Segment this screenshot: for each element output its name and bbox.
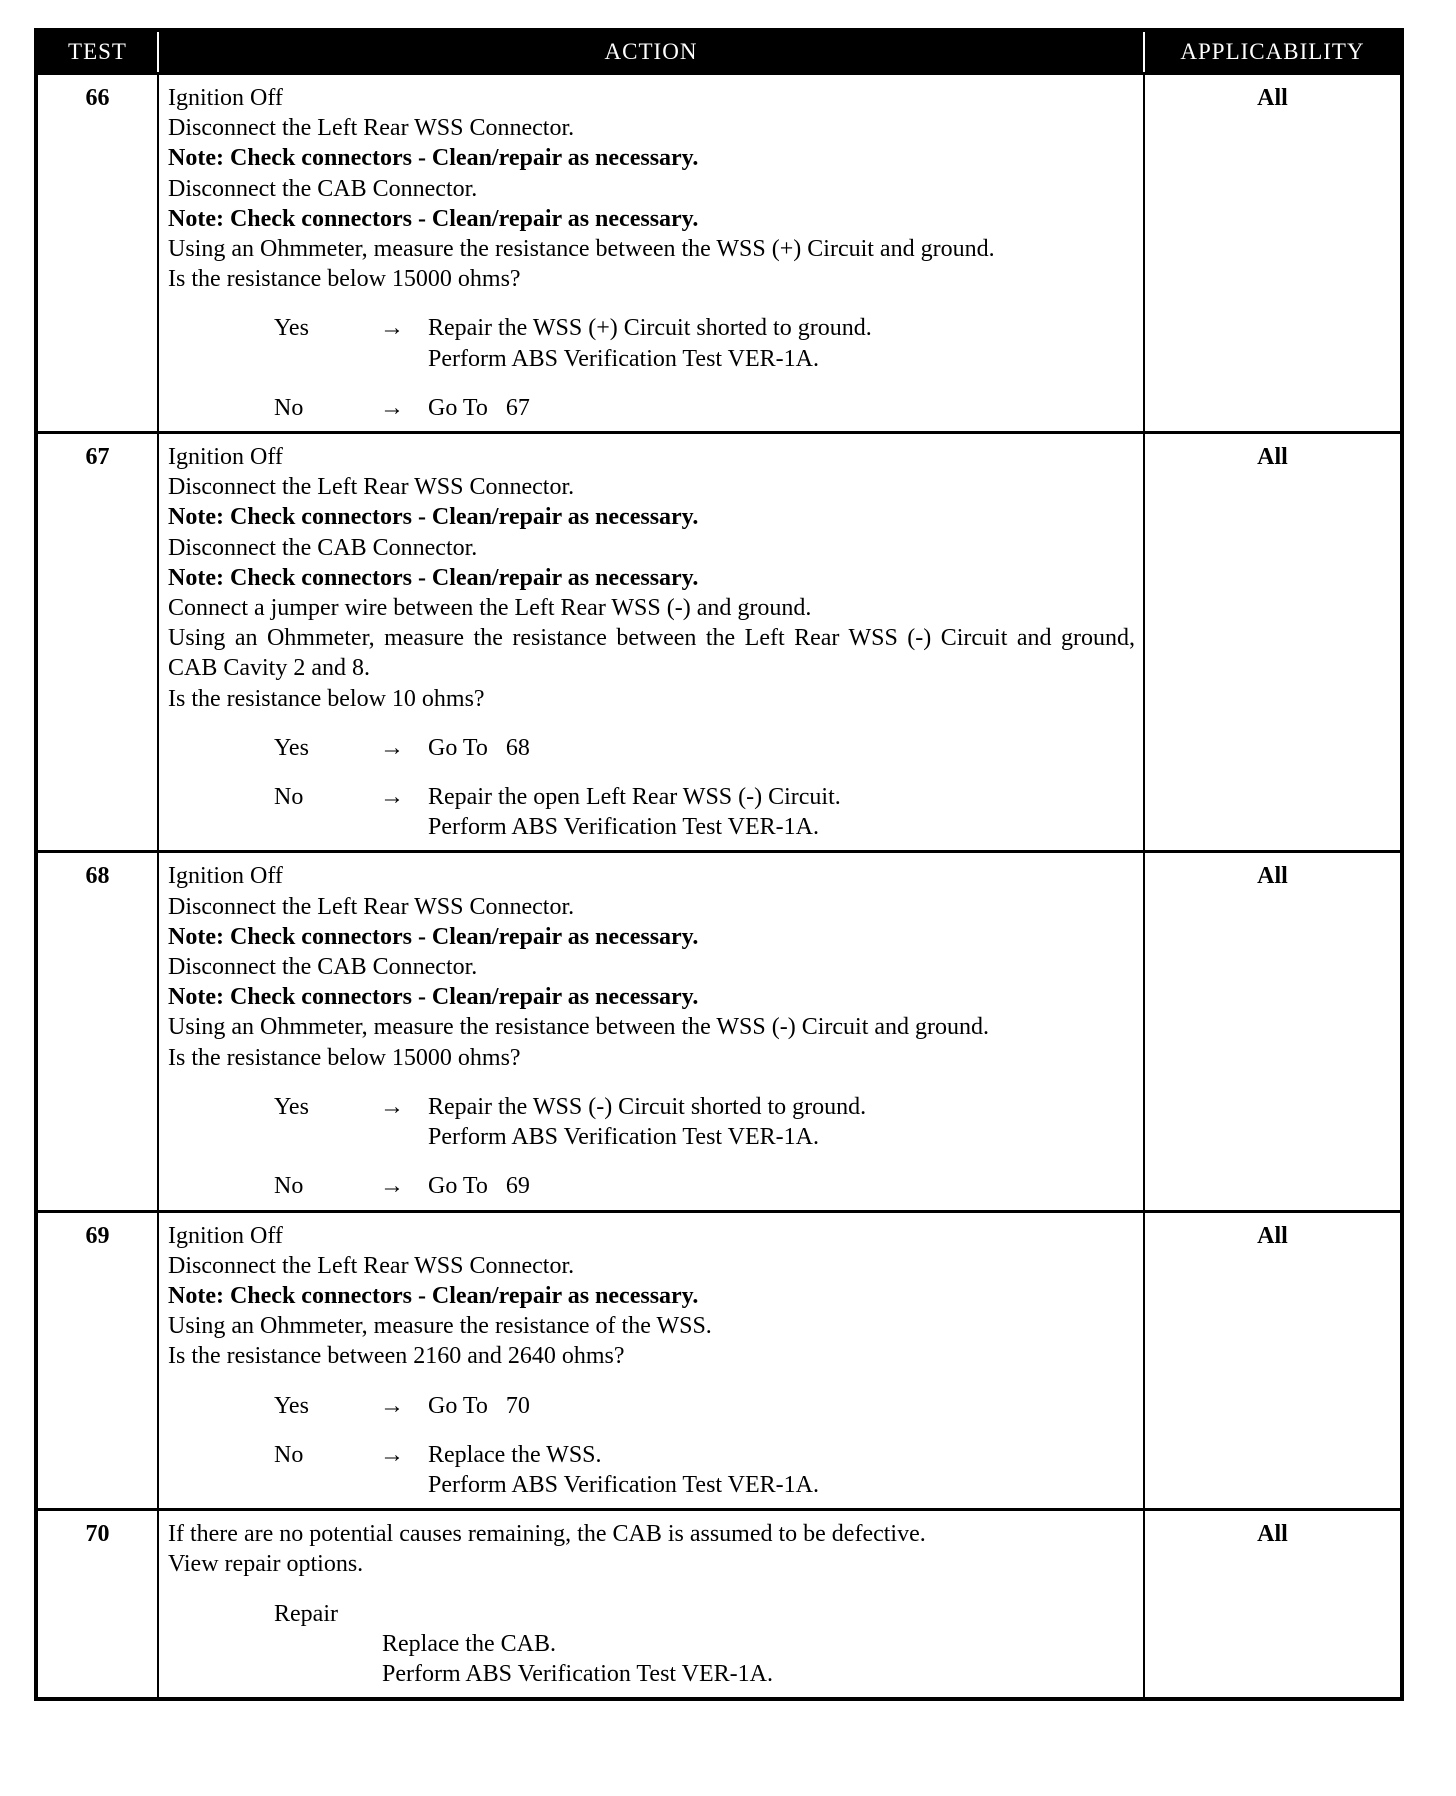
outcome-result <box>428 1440 1135 1500</box>
outcome-result <box>428 1171 1135 1201</box>
outcome-no <box>168 782 1135 842</box>
instruction-line: Disconnect the Left Rear WSS Connector. <box>168 893 575 920</box>
table-row <box>36 1510 1402 1700</box>
action-cell <box>158 433 1144 852</box>
test-number: 67 <box>36 433 158 852</box>
instruction-line: Ignition Off <box>168 1222 283 1249</box>
table-row <box>36 74 1402 433</box>
applicability-value: All <box>1144 433 1402 852</box>
action-cell <box>158 74 1144 433</box>
note-line: Note: Check connectors - Clean/repair as necessary. <box>168 145 699 172</box>
applicability-value: All <box>1144 1211 1402 1510</box>
outcome-result-line: Perform ABS Verification Test VER-1A. <box>428 1471 819 1498</box>
arrow-right-icon: → <box>380 394 404 421</box>
instruction-line: Disconnect the CAB Connector. <box>168 534 478 561</box>
table-row <box>36 433 1402 852</box>
instruction-line: Disconnect the CAB Connector. <box>168 175 478 202</box>
action-column-header: ACTION <box>158 30 1144 74</box>
outcome-answer: Yes <box>274 1392 309 1419</box>
outcome-answer: No <box>274 1441 304 1468</box>
test-number: 69 <box>36 1211 158 1510</box>
outcome-answer: No <box>274 394 304 421</box>
instruction-line: Ignition Off <box>168 863 283 890</box>
outcome-result-line: Go To 67 <box>428 394 530 421</box>
note-line: Note: Check connectors - Clean/repair as necessary. <box>168 984 699 1011</box>
note-line: Note: Check connectors - Clean/repair as necessary. <box>168 205 699 232</box>
applicability-column-header: APPLICABILITY <box>1144 30 1402 74</box>
outcome-result-line: Repair the open Left Rear WSS (-) Circuit. <box>428 784 841 811</box>
test-number: 70 <box>36 1510 158 1700</box>
repair-heading: Repair <box>274 1600 338 1627</box>
table-header <box>36 30 1402 74</box>
applicability-value: All <box>1144 1510 1402 1700</box>
note-line: Note: Check connectors - Clean/repair as necessary. <box>168 564 699 591</box>
instruction-line: Disconnect the Left Rear WSS Connector. <box>168 474 575 501</box>
repair-step: Perform ABS Verification Test VER-1A. <box>382 1660 773 1687</box>
outcome-result-line: Go To 70 <box>428 1392 530 1419</box>
outcome-result <box>428 1092 1135 1152</box>
instruction-line: Ignition Off <box>168 444 283 471</box>
outcome-answer: Yes <box>274 1093 309 1120</box>
outcome-result-line: Go To 68 <box>428 734 530 761</box>
outcome-yes <box>168 1092 1135 1152</box>
outcome-result-line: Go To 69 <box>428 1173 530 1200</box>
instruction-line: If there are no potential causes remaining, the CAB is assumed to be defective. <box>168 1521 926 1548</box>
note-line: Note: Check connectors - Clean/repair as necessary. <box>168 923 699 950</box>
instruction-line: Using an Ohmmeter, measure the resistance of the WSS. <box>168 1313 712 1340</box>
table-row <box>36 852 1402 1211</box>
test-number: 68 <box>36 852 158 1211</box>
outcome-result-line: Perform ABS Verification Test VER-1A. <box>428 1124 819 1151</box>
arrow-right-icon: → <box>380 1093 404 1120</box>
instruction-line: Is the resistance below 10 ohms? <box>168 685 485 712</box>
outcome-result <box>428 733 1135 763</box>
outcome-result <box>428 393 1135 423</box>
outcome-result <box>428 1391 1135 1421</box>
outcome-yes <box>168 733 1135 763</box>
instruction-line: Disconnect the CAB Connector. <box>168 954 478 981</box>
arrow-right-icon: → <box>380 784 404 811</box>
instruction-line: Is the resistance below 15000 ohms? <box>168 1044 521 1071</box>
test-number: 66 <box>36 74 158 433</box>
outcome-answer: No <box>274 1173 304 1200</box>
note-line: Note: Check connectors - Clean/repair as necessary. <box>168 504 699 531</box>
instruction-line: Using an Ohmmeter, measure the resistance between the Left Rear WSS (-) Circuit and ground, CAB Cavity 2 and 8. <box>168 625 1135 682</box>
action-cell <box>158 1510 1144 1700</box>
outcome-no <box>168 1171 1135 1201</box>
repair-step: Replace the CAB. <box>382 1630 556 1657</box>
outcome-result <box>428 782 1135 842</box>
action-cell <box>158 1211 1144 1510</box>
outcome-result <box>428 313 1135 373</box>
test-column-header: TEST <box>36 30 158 74</box>
outcome-answer: Yes <box>274 734 309 761</box>
instruction-line: Is the resistance below 15000 ohms? <box>168 266 521 293</box>
outcome-answer: Yes <box>274 315 309 342</box>
outcome-no <box>168 1440 1135 1500</box>
applicability-value: All <box>1144 852 1402 1211</box>
arrow-right-icon: → <box>380 1173 404 1200</box>
instruction-line: Ignition Off <box>168 85 283 111</box>
instruction-line: Disconnect the Left Rear WSS Connector. <box>168 115 575 142</box>
outcome-result-line: Repair the WSS (-) Circuit shorted to ground. <box>428 1093 867 1120</box>
applicability-value: All <box>1144 74 1402 433</box>
outcome-result-line: Perform ABS Verification Test VER-1A. <box>428 814 819 841</box>
instruction-line: Using an Ohmmeter, measure the resistance between the WSS (-) Circuit and ground. <box>168 1014 990 1041</box>
arrow-right-icon: → <box>380 734 404 761</box>
arrow-right-icon: → <box>380 1392 404 1419</box>
outcome-result-line: Replace the WSS. <box>428 1441 602 1468</box>
outcome-answer: No <box>274 784 304 811</box>
outcome-yes <box>168 313 1135 373</box>
arrow-right-icon: → <box>380 1441 404 1468</box>
instruction-line: View repair options. <box>168 1551 364 1578</box>
instruction-line: Using an Ohmmeter, measure the resistance between the WSS (+) Circuit and ground. <box>168 236 995 263</box>
diagnostic-test-table <box>34 28 1404 1701</box>
outcome-result-line: Perform ABS Verification Test VER-1A. <box>428 345 819 372</box>
instruction-line: Disconnect the Left Rear WSS Connector. <box>168 1252 575 1279</box>
action-cell <box>158 852 1144 1211</box>
outcome-yes <box>168 1391 1135 1421</box>
arrow-right-icon: → <box>380 315 404 342</box>
table-body <box>36 74 1402 1700</box>
outcome-result-line: Repair the WSS (+) Circuit shorted to ground. <box>428 315 872 342</box>
instruction-line: Connect a jumper wire between the Left Rear WSS (-) and ground. <box>168 595 812 622</box>
note-line: Note: Check connectors - Clean/repair as necessary. <box>168 1282 699 1309</box>
instruction-line: Is the resistance between 2160 and 2640 ohms? <box>168 1343 625 1370</box>
table-row <box>36 1211 1402 1510</box>
outcome-no <box>168 393 1135 423</box>
